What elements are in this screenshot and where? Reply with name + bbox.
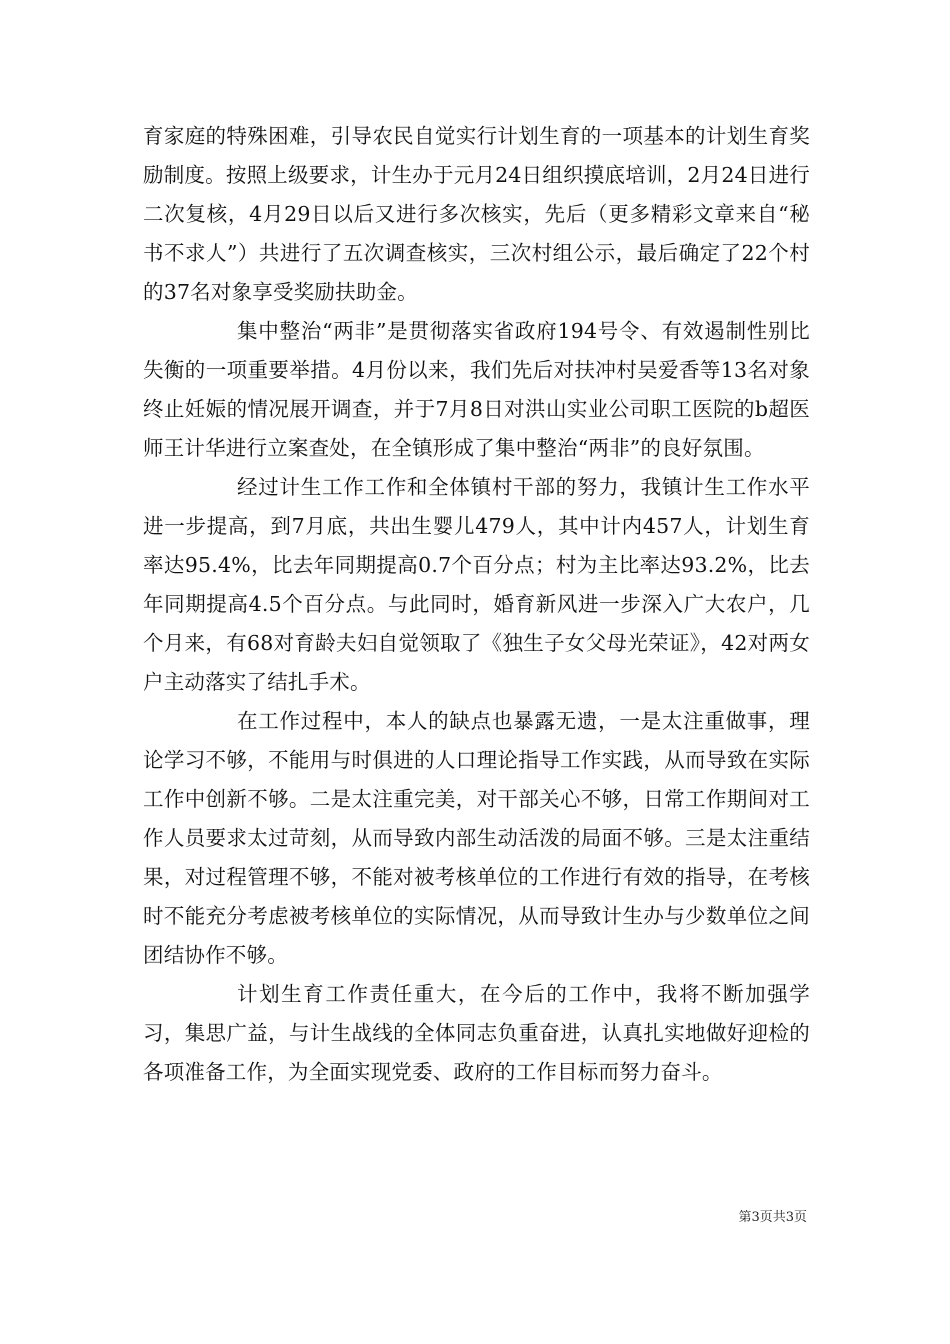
paragraph-3: 经过计生工作工作和全体镇村干部的努力，我镇计生工作水平进一步提高，到7月底，共出生婴儿479人，其中计内457人，计划生育率达95.4%，比去年同期提高0.7个百分点；村为主比率达93.2%，比去年同期提高4.5个百分点。与此同时，婚育新风进一步深入广大农户，几个月来，有68对育龄夫妇自觉领取了《独生子女父母光荣证》，42对两女户主动落实了结扎手术。 — [143, 475, 810, 694]
document-body — [143, 117, 810, 1092]
paragraph-4: 在工作过程中，本人的缺点也暴露无遗，一是太注重做事，理论学习不够，不能用与时俱进的人口理论指导工作实践，从而导致在实际工作中创新不够。二是太注重完美，对干部关心不够，日常工作期间对工作人员要求太过苛刻，从而导致内部生动活泼的局面不够。三是太注重结果，对过程管理不够，不能对被考核单位的工作进行有效的指导，在考核时不能充分考虑被考核单位的实际情况，从而导致计生办与少数单位之间团结协作不够。 — [143, 709, 810, 967]
paragraph-5: 计划生育工作责任重大，在今后的工作中，我将不断加强学习，集思广益，与计生战线的全体同志负重奋进，认真扎实地做好迎检的各项准备工作，为全面实现党委、政府的工作目标而努力奋斗。 — [143, 982, 810, 1084]
paragraph-1: 育家庭的特殊困难，引导农民自觉实行计划生育的一项基本的计划生育奖励制度。按照上级要求，计生办于元月24日组织摸底培训，2月24日进行二次复核，4月29日以后又进行多次核实，先后（更多精彩文章来自“秘书不求人”）共进行了五次调查核实，三次村组公示，最后确定了22个村的37名对象享受奖励扶助金。 — [143, 124, 810, 304]
paragraph-2: 集中整治“两非”是贯彻落实省政府194号令、有效遏制性别比失衡的一项重要举措。4月份以来，我们先后对扶冲村吴爱香等13名对象终止妊娠的情况展开调查，并于7月8日对洪山实业公司职工医院的b超医师王计华进行立案查处，在全镇形成了集中整治“两非”的良好氛围。 — [143, 319, 810, 460]
page-number-footer: 第3页共3页 — [738, 1210, 807, 1225]
